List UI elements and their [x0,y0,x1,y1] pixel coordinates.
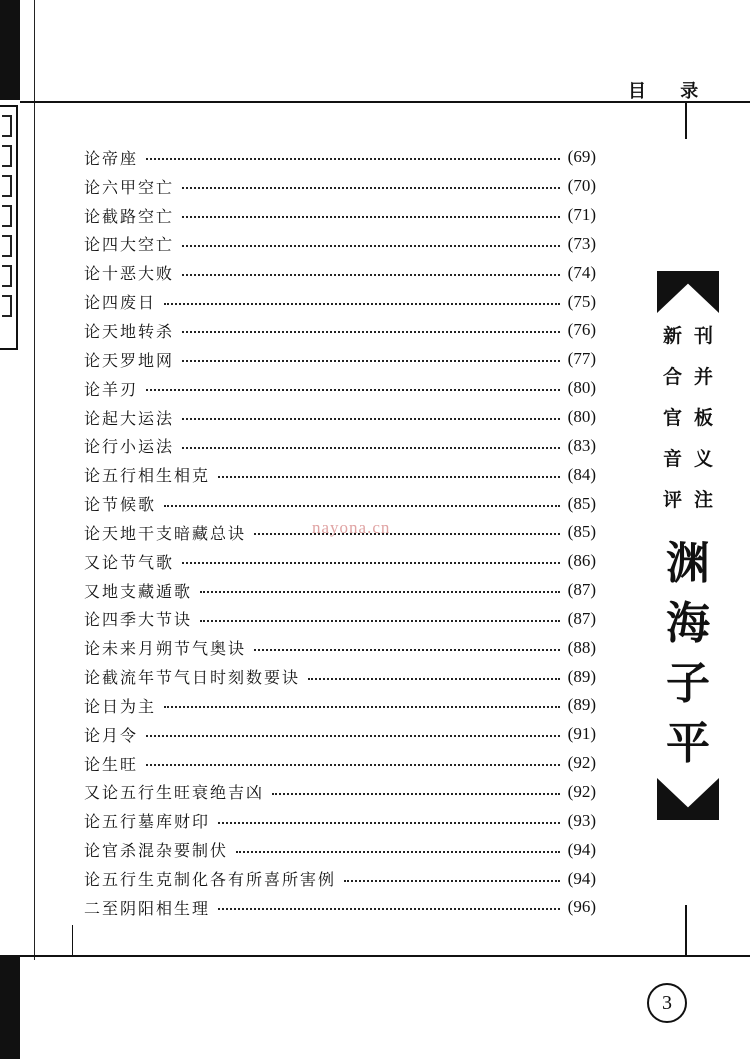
footer-tick [685,905,687,955]
subtitle-char: 注 [693,489,713,511]
toc-entry-page: (70) [567,176,596,196]
toc-entry-page: (87) [567,580,596,600]
toc-entry [84,547,596,576]
toc-entry-page: (75) [567,291,596,311]
toc-entry-title: 论天罗地网 [84,350,175,370]
watermark: nayona.cn [312,518,391,537]
toc-entry-page: (94) [567,839,596,859]
toc-entry-page: (71) [567,205,596,225]
toc-entry [84,345,596,374]
subtitle-char: 合 [662,366,682,388]
toc-entry [84,230,596,259]
toc-leader-dots [146,158,560,160]
toc-leader-dots [200,591,560,593]
footer-tick [72,925,73,955]
toc-entry-title: 又论节气歌 [84,552,175,572]
title-char: 平 [666,718,710,769]
toc-leader-dots [182,418,560,420]
section-title: 目 录 [628,81,713,102]
toc-entry [84,403,596,432]
subtitle-char: 音 [662,448,682,470]
toc-leader-dots [182,274,560,276]
toc-entry-page: (84) [567,464,596,484]
subtitle-char: 并 [693,366,713,388]
toc-entry [84,691,596,720]
toc-entry [84,489,596,518]
toc-entry-page: (73) [567,233,596,253]
banner-top-ornament [657,271,719,313]
toc-leader-dots [254,533,560,535]
toc-entry-title: 论四大空亡 [84,235,175,255]
spine-glyph [2,175,12,197]
toc-entry-page: (91) [567,724,596,744]
toc-entry-page: (74) [567,262,596,282]
toc-leader-dots [254,649,560,651]
toc-entry-title: 论五行生克制化各有所喜所害例 [84,870,337,890]
toc-entry-title: 论行小运法 [84,437,175,457]
toc-entry-page: (69) [567,147,596,167]
toc-entry-title: 论十恶大败 [84,264,175,284]
toc-entry [84,864,596,893]
toc-entry [84,143,596,172]
toc-entry-page: (96) [567,897,596,917]
subtitle-char: 刊 [693,325,713,347]
toc-entry [84,460,596,489]
book-main-title [657,534,719,774]
subtitle-char: 新 [662,325,682,347]
toc-entry [84,605,596,634]
toc-leader-dots [236,851,560,853]
toc-entry-title: 论帝座 [84,148,139,168]
toc-entry-title: 论天地转杀 [84,321,175,341]
toc-leader-dots [164,303,560,305]
book-subtitle [657,321,719,512]
toc-entry [84,893,596,922]
toc-entry [84,633,596,662]
book-title-banner [657,271,719,820]
toc-entry-page: (86) [567,551,596,571]
toc-entry-title: 论四季大节诀 [84,610,193,630]
toc-entry-page: (87) [567,608,596,628]
toc-entry-title: 论羊刃 [84,379,139,399]
toc-leader-dots [146,764,560,766]
spine-glyph [2,265,12,287]
toc-entry [84,576,596,605]
subtitle-char: 评 [662,489,682,511]
spine-glyph [2,205,12,227]
toc-entry-title: 论节候歌 [84,495,157,515]
toc-entry-title: 又地支藏遁歌 [84,581,193,601]
toc-entry-title: 又论五行生旺衰绝吉凶 [84,783,265,803]
toc-entry-page: (80) [567,407,596,427]
toc-entry [84,749,596,778]
toc-entry [84,835,596,864]
spine-top-bar [0,0,20,100]
toc-leader-dots [182,187,560,189]
toc-entry-page: (76) [567,320,596,340]
toc-entry-title: 论生旺 [84,754,139,774]
toc-entry-page: (89) [567,695,596,715]
toc-entry [84,316,596,345]
toc-entry [84,258,596,287]
toc-entry [84,287,596,316]
toc-entry-title: 论五行墓库财印 [84,812,211,832]
toc-leader-dots [182,562,560,564]
toc-entry-title: 论日为主 [84,696,157,716]
toc-leader-dots [218,822,560,824]
spine-glyph [2,145,12,167]
left-margin-rule [34,0,35,960]
toc-entry-title: 论截流年节气日时刻数要诀 [84,668,301,688]
toc-entry-page: (85) [567,493,596,513]
title-char: 子 [666,658,710,709]
toc-entry-title: 论六甲空亡 [84,177,175,197]
toc-entry-title: 论起大运法 [84,408,175,428]
toc-entry [84,662,596,691]
toc-entry-page: (89) [567,666,596,686]
footer-rule [20,955,750,957]
title-char: 渊 [666,538,710,589]
toc-entry [84,172,596,201]
toc-entry-title: 论未来月朔节气奥诀 [84,639,247,659]
toc-leader-dots [146,735,560,737]
toc-entry-page: (88) [567,637,596,657]
toc-leader-dots [146,389,560,391]
page-number: 3 [647,983,687,1023]
toc-leader-dots [218,476,560,478]
toc-entry [84,720,596,749]
spine-glyph [2,295,12,317]
toc-leader-dots [182,331,560,333]
toc-entry-page: (77) [567,349,596,369]
toc-leader-dots [182,360,560,362]
spine-glyph [2,115,12,137]
toc-entry [84,431,596,460]
toc-entry-page: (85) [567,522,596,542]
toc-leader-dots [182,447,560,449]
toc-leader-dots [344,880,560,882]
toc-entry-title: 二至阴阳相生理 [84,898,211,918]
toc-entry-page: (94) [567,868,596,888]
toc-leader-dots [308,678,560,680]
toc-entry [84,374,596,403]
toc-entry-page: (80) [567,378,596,398]
spine-glyph [2,235,12,257]
toc-leader-dots [164,706,560,708]
toc-entry-page: (92) [567,753,596,773]
toc-leader-dots [272,793,560,795]
banner-bottom-ornament [657,778,719,820]
toc-entry-title: 论官杀混杂要制伏 [84,841,229,861]
toc-leader-dots [218,908,560,910]
subtitle-char: 板 [693,407,713,429]
toc-entry [84,778,596,807]
spine-label [0,105,18,350]
spine-bottom-bar [0,955,20,1059]
toc-entry-page: (93) [567,810,596,830]
toc-entry-title: 论月令 [84,725,139,745]
header-tick [685,103,687,139]
toc-entry-title: 论天地干支暗藏总诀 [84,523,247,543]
toc-entry-title: 论五行相生相克 [84,466,211,486]
toc-leader-dots [182,216,560,218]
toc-leader-dots [164,505,560,507]
toc-entry [84,201,596,230]
title-char: 海 [666,598,710,649]
toc-leader-dots [182,245,560,247]
toc-leader-dots [200,620,560,622]
toc-entry-title: 论截路空亡 [84,206,175,226]
toc-entry-page: (83) [567,435,596,455]
toc-entry-page: (92) [567,781,596,801]
subtitle-char: 官 [662,407,682,429]
toc-entry [84,806,596,835]
subtitle-char: 义 [693,448,713,470]
toc-entry-title: 论四废日 [84,293,157,313]
